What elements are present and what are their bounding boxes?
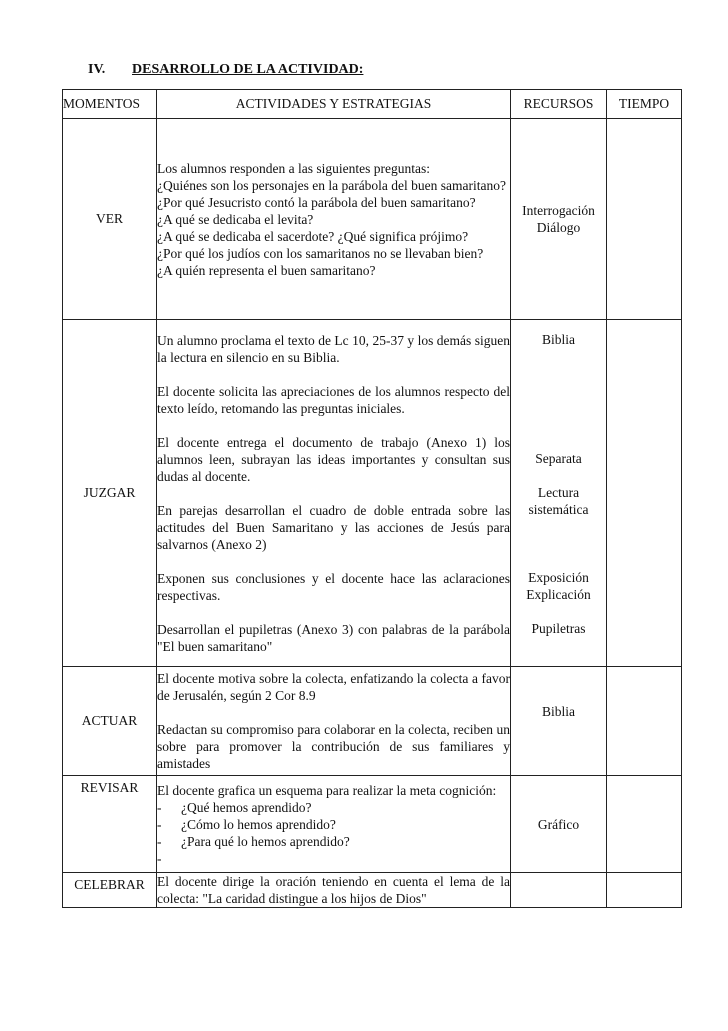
row-ver (63, 119, 682, 320)
header-momentos: MOMENTOS (63, 90, 157, 119)
juzgar-p4: En parejas desarrollan el cuadro de doble entrada sobre las actitudes del Buen Samaritano y las acciones de Jesús para salvarnos (Anexo 2) (157, 502, 510, 552)
header-recursos: RECURSOS (511, 90, 607, 119)
tiempo-actuar (607, 667, 682, 776)
juzgar-recurso-exposicion: Exposición (528, 570, 589, 585)
momento-juzgar: JUZGAR (63, 320, 157, 667)
actividades-celebrar (157, 873, 511, 908)
revisar-recurso-grafico: Gráfico (537, 816, 580, 832)
juzgar-p3: El docente entrega el documento de trabajo (Anexo 1) los alumnos leen, subrayan las ideas importantes y consultan sus dudas al docente. (157, 434, 510, 484)
header-tiempo: TIEMPO (607, 90, 682, 119)
momento-revisar: REVISAR (63, 776, 157, 873)
ver-recurso-1: Interrogación (522, 203, 595, 218)
tiempo-revisar (607, 776, 682, 873)
recursos-celebrar (511, 873, 607, 908)
momento-celebrar: CELEBRAR (63, 873, 157, 908)
juzgar-recurso-lectura: Lectura (537, 485, 580, 500)
activity-table (62, 89, 682, 908)
juzgar-recurso-pupiletras: Pupiletras (531, 621, 586, 636)
ver-q1: ¿Quiénes son los personajes en la parábola del buen samaritano? (157, 177, 507, 193)
row-actuar (63, 667, 682, 776)
row-celebrar (63, 873, 682, 908)
actividades-juzgar (157, 320, 511, 667)
tiempo-ver (607, 119, 682, 320)
list-item: - ¿Cómo lo hemos aprendido? (157, 816, 336, 832)
ver-q2: ¿Por qué Jesucristo contó la parábola del buen samaritano? (157, 194, 476, 210)
juzgar-recurso-explicacion: Explicación (526, 587, 591, 602)
section-heading (88, 62, 363, 78)
ver-q5: ¿Por qué los judíos con los samaritanos no se llevaban bien? (157, 245, 484, 261)
actuar-p1: El docente motiva sobre la colecta, enfatizando la colecta a favor de Jerusalén, según 2 Cor 8.9 (157, 671, 510, 703)
tiempo-juzgar (607, 320, 682, 667)
recursos-ver (511, 119, 607, 320)
actuar-p2: Redactan su compromiso para colaborar en la colecta, reciben un sobre para promover la contribución de sus familiares y amistades (157, 722, 510, 771)
momento-ver: VER (63, 119, 157, 320)
juzgar-recurso-biblia: Biblia (542, 332, 575, 347)
revisar-list (157, 799, 510, 867)
juzgar-recurso-separata: Separata (535, 451, 582, 466)
recursos-juzgar (511, 320, 607, 667)
header-row (63, 90, 682, 119)
section-number: IV. (88, 62, 106, 77)
header-actividades: ACTIVIDADES Y ESTRATEGIAS (157, 90, 511, 119)
juzgar-p2: El docente solicita las apreciaciones de los alumnos respecto del texto leído, retomando las preguntas iniciales. (157, 383, 510, 416)
ver-q4: ¿A qué se dedicaba el sacerdote? ¿Qué significa prójimo? (157, 228, 469, 244)
celebrar-p1: El docente dirige la oración teniendo en cuenta el lema de la colecta: "La caridad distingue a los hijos de Dios" (157, 874, 510, 906)
row-juzgar (63, 320, 682, 667)
ver-intro: Los alumnos responden a las siguientes preguntas: (157, 160, 430, 176)
section-title: DESARROLLO DE LA ACTIVIDAD: (132, 62, 364, 77)
list-item: - (157, 850, 162, 866)
juzgar-recurso-sistematica: sistemática (528, 502, 589, 517)
list-item: - ¿Qué hemos aprendido? (157, 799, 312, 815)
recursos-actuar (511, 667, 607, 776)
actividades-revisar (157, 776, 511, 873)
ver-q3: ¿A qué se dedicaba el levita? (157, 211, 314, 227)
actuar-recurso-biblia: Biblia (542, 704, 575, 719)
recursos-revisar (511, 776, 607, 873)
revisar-intro: El docente grafica un esquema para realizar la meta cognición: (157, 782, 497, 798)
actividades-ver (157, 119, 511, 320)
row-revisar (63, 776, 682, 873)
actividades-actuar (157, 667, 511, 776)
juzgar-p1: Un alumno proclama el texto de Lc 10, 25-37 y los demás siguen la lectura en silencio en su Biblia. (157, 332, 510, 365)
ver-recurso-2: Diálogo (536, 220, 581, 235)
list-item: - ¿Para qué lo hemos aprendido? (157, 833, 350, 849)
ver-q6: ¿A quién representa el buen samaritano? (157, 262, 376, 278)
momento-actuar: ACTUAR (63, 667, 157, 776)
juzgar-p5: Exponen sus conclusiones y el docente hace las aclaraciones respectivas. (157, 570, 510, 603)
tiempo-celebrar (607, 873, 682, 908)
juzgar-p6: Desarrollan el pupiletras (Anexo 3) con palabras de la parábola "El buen samaritano" (157, 621, 510, 654)
